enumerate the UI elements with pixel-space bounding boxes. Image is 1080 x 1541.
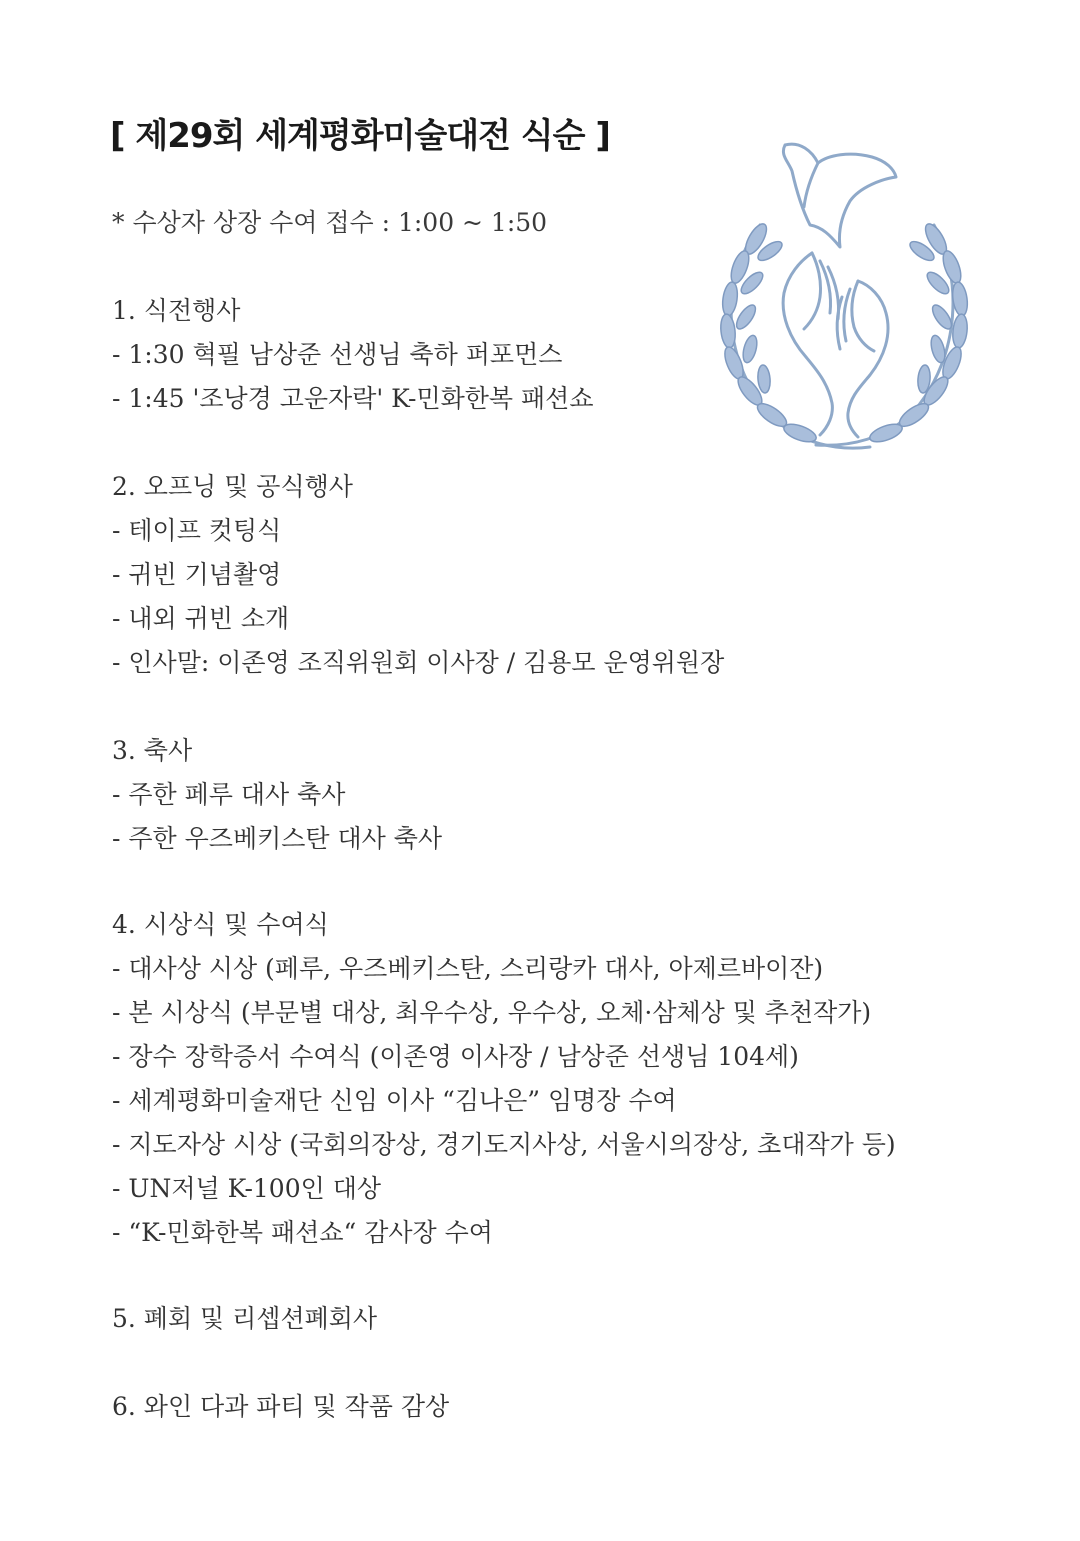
list-item: - UN저널 K-100인 대상 <box>112 1174 382 1203</box>
list-item: - 지도자상 시상 (국회의장상, 경기도지사상, 서울시의장상, 초대작가 등) <box>112 1130 896 1159</box>
list-item: - 주한 페루 대사 축사 <box>112 780 346 809</box>
section-heading-1: 1. 식전행사 <box>112 296 241 325</box>
peace-dove-hands-laurel-icon <box>700 135 975 455</box>
section-heading-3: 3. 축사 <box>112 736 193 765</box>
list-item: - “K-민화한복 패션쇼“ 감사장 수여 <box>112 1218 493 1247</box>
list-item: - 본 시상식 (부문별 대상, 최우수상, 우수상, 오체·삼체상 및 추천작가) <box>112 998 872 1027</box>
list-item: - 1:30 혁필 남상준 선생님 축하 퍼포먼스 <box>112 340 563 369</box>
list-item: - 테이프 컷팅식 <box>112 516 282 545</box>
section-heading-2: 2. 오프닝 및 공식행사 <box>112 472 353 501</box>
list-item: - 장수 장학증서 수여식 (이존영 이사장 / 남상준 선생님 104세) <box>112 1042 799 1071</box>
list-item: - 대사상 시상 (페루, 우즈베키스탄, 스리랑카 대사, 아제르바이잔) <box>112 954 824 983</box>
list-item: - 1:45 '조낭경 고운자락' K-민화한복 패션쇼 <box>112 384 594 413</box>
reception-note: * 수상자 상장 수여 접수 : 1:00 ~ 1:50 <box>112 208 548 237</box>
list-item: - 주한 우즈베키스탄 대사 축사 <box>112 824 443 853</box>
list-item: - 세계평화미술재단 신임 이사 “김나은” 임명장 수여 <box>112 1086 677 1115</box>
list-item: - 인사말: 이존영 조직위원회 이사장 / 김용모 운영위원장 <box>112 648 725 677</box>
section-heading-5: 5. 폐회 및 리셉션폐회사 <box>112 1304 378 1333</box>
list-item: - 귀빈 기념촬영 <box>112 560 282 589</box>
list-item: - 내외 귀빈 소개 <box>112 604 290 633</box>
section-heading-6: 6. 와인 다과 파티 및 작품 감상 <box>112 1392 450 1421</box>
document-title: [ 제29회 세계평화미술대전 식순 ] <box>110 116 610 156</box>
section-heading-4: 4. 시상식 및 수여식 <box>112 910 329 939</box>
